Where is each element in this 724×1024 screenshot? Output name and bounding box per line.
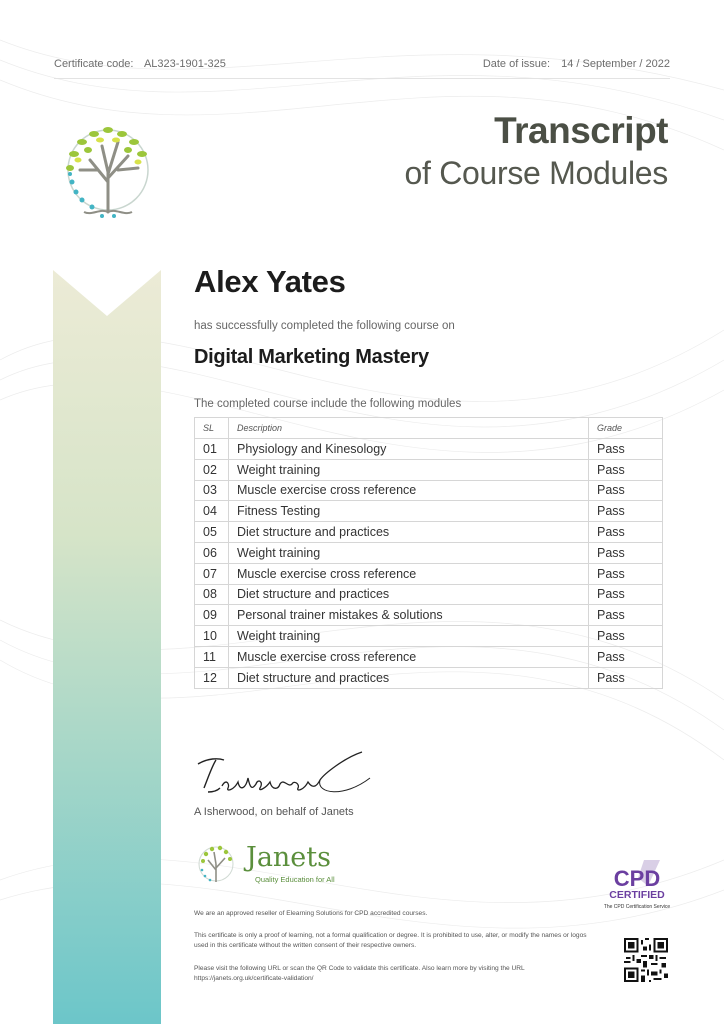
row-sl: 05 bbox=[195, 522, 229, 543]
table-row bbox=[195, 501, 663, 522]
row-description: Diet structure and practices bbox=[229, 667, 589, 688]
row-grade: Pass bbox=[589, 459, 663, 480]
row-grade: Pass bbox=[589, 480, 663, 501]
row-description: Muscle exercise cross reference bbox=[229, 480, 589, 501]
table-row bbox=[195, 459, 663, 480]
row-grade: Pass bbox=[589, 626, 663, 647]
row-description: Diet structure and practices bbox=[229, 584, 589, 605]
row-sl: 08 bbox=[195, 584, 229, 605]
table-row bbox=[195, 522, 663, 543]
row-description: Physiology and Kinesology bbox=[229, 439, 589, 460]
row-sl: 07 bbox=[195, 563, 229, 584]
column-header-description: Description bbox=[229, 418, 589, 439]
certificate-code-value: AL323-1901-325 bbox=[143, 58, 226, 70]
row-description: Muscle exercise cross reference bbox=[229, 646, 589, 667]
cpd-service-text: The CPD Certification Service bbox=[604, 904, 670, 910]
row-grade: Pass bbox=[589, 646, 663, 667]
footer-validation-note: Please visit the following URL or scan the QR Code to validate this certificate. Also learn more by visiting the URL https://janets.org.uk/certificate-validation/ bbox=[194, 965, 525, 982]
row-grade: Pass bbox=[589, 563, 663, 584]
transcript-subtitle: of Course Modules bbox=[404, 155, 668, 191]
row-description: Muscle exercise cross reference bbox=[229, 563, 589, 584]
row-grade: Pass bbox=[589, 584, 663, 605]
row-sl: 01 bbox=[195, 439, 229, 460]
table-row bbox=[195, 626, 663, 647]
table-row bbox=[195, 480, 663, 501]
signatory-text: A Isherwood, on behalf of Janets bbox=[194, 806, 354, 818]
row-description: Weight training bbox=[229, 542, 589, 563]
cpd-certified-text: CERTIFIED bbox=[609, 889, 665, 901]
table-row bbox=[195, 563, 663, 584]
table-row bbox=[195, 605, 663, 626]
row-sl: 11 bbox=[195, 646, 229, 667]
course-name: Digital Marketing Mastery bbox=[194, 346, 429, 368]
table-row bbox=[195, 646, 663, 667]
row-grade: Pass bbox=[589, 522, 663, 543]
row-sl: 04 bbox=[195, 501, 229, 522]
row-grade: Pass bbox=[589, 667, 663, 688]
row-sl: 12 bbox=[195, 667, 229, 688]
row-grade: Pass bbox=[589, 542, 663, 563]
row-description: Diet structure and practices bbox=[229, 522, 589, 543]
brand-tagline: Quality Education for All bbox=[255, 875, 335, 884]
qr-code-icon[interactable] bbox=[624, 938, 668, 982]
column-header-grade: Grade bbox=[589, 418, 663, 439]
row-sl: 02 bbox=[195, 459, 229, 480]
decorative-ribbon bbox=[53, 270, 161, 1024]
issue-date-label: Date of issue: bbox=[482, 58, 551, 70]
header-divider bbox=[54, 78, 670, 79]
completion-statement: has successfully completed the following course on bbox=[194, 320, 455, 332]
row-sl: 06 bbox=[195, 542, 229, 563]
student-name: Alex Yates bbox=[194, 264, 346, 299]
transcript-title: Transcript bbox=[494, 110, 668, 151]
issue-date-value: 14 / September / 2022 bbox=[561, 58, 670, 70]
row-grade: Pass bbox=[589, 439, 663, 460]
certificate-code-label: Certificate code: bbox=[54, 58, 134, 70]
row-description: Fitness Testing bbox=[229, 501, 589, 522]
brand-name: Janets bbox=[246, 842, 331, 873]
cpd-acronym: CPD bbox=[613, 866, 661, 891]
row-description: Weight training bbox=[229, 626, 589, 647]
row-description: Weight training bbox=[229, 459, 589, 480]
footer-disclaimer: This certificate is only a proof of learning, not a formal qualification or degree. It is prohibited to use, alter, or modify the names or logos used in this certificate without the written consent of their respective owners. bbox=[194, 932, 587, 949]
table-row bbox=[195, 439, 663, 460]
tree-of-life-logo-icon bbox=[52, 112, 164, 226]
row-grade: Pass bbox=[589, 605, 663, 626]
row-sl: 03 bbox=[195, 480, 229, 501]
table-row bbox=[195, 542, 663, 563]
row-grade: Pass bbox=[589, 501, 663, 522]
row-sl: 09 bbox=[195, 605, 229, 626]
handwritten-signature bbox=[194, 748, 374, 804]
row-description: Personal trainer mistakes & solutions bbox=[229, 605, 589, 626]
table-row bbox=[195, 667, 663, 688]
row-sl: 10 bbox=[195, 626, 229, 647]
table-row bbox=[195, 584, 663, 605]
certificate-code bbox=[54, 58, 226, 70]
modules-table bbox=[194, 417, 663, 689]
footer-reseller-note: We are an approved reseller of Elearning Solutions for CPD accredited courses. bbox=[194, 910, 428, 917]
column-header-sl: SL bbox=[195, 418, 229, 439]
janets-tree-logo-icon bbox=[194, 840, 238, 886]
modules-intro: The completed course include the following modules bbox=[194, 398, 462, 410]
cpd-certified-badge bbox=[604, 858, 670, 920]
table-header-row bbox=[195, 418, 663, 439]
issue-date bbox=[483, 58, 670, 70]
